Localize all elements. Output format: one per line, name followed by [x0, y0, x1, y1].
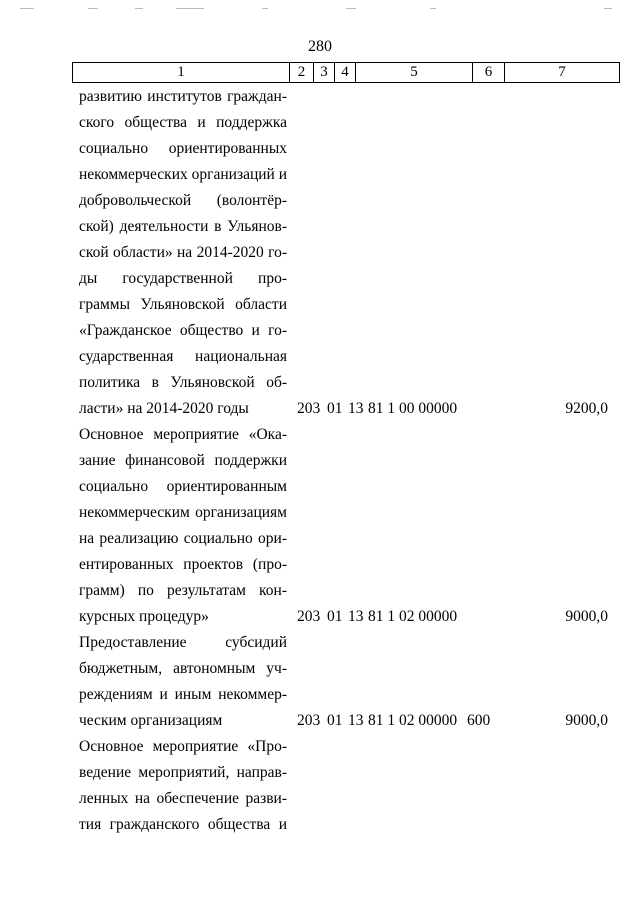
header-col-7: 7 — [505, 63, 620, 83]
description-line: ского общества и поддержка — [79, 114, 287, 131]
description-line: некоммерческим организациям — [79, 504, 287, 521]
description-line: социально ориентированным — [79, 478, 287, 495]
description-line: ентированных проектов (про- — [79, 556, 287, 573]
column-header-table — [72, 62, 620, 83]
description-line: Предоставление субсидий — [79, 634, 287, 651]
header-col-2: 2 — [290, 63, 314, 83]
row-description — [79, 84, 287, 422]
page-number: 280 — [308, 38, 332, 55]
description-line: ведение мероприятий, направ- — [79, 764, 287, 781]
description-line: ленных на обеспечение разви- — [79, 790, 287, 807]
header-col-3: 3 — [314, 63, 335, 83]
row-description — [79, 422, 287, 630]
description-line: политика в Ульяновской об- — [79, 374, 287, 391]
code-subsection: 13 — [348, 608, 364, 625]
code-admin: 203 — [297, 608, 321, 625]
code-section: 01 — [327, 608, 343, 625]
description-line: зание финансовой поддержки — [79, 452, 287, 469]
code-target-article: 81 1 02 00000 — [368, 608, 458, 625]
description-line: сударственная национальная — [79, 348, 287, 365]
description-line: ской области» на 2014-2020 го- — [79, 244, 287, 261]
description-line: Основное мероприятие «Ока- — [79, 426, 287, 443]
code-admin: 203 — [297, 400, 321, 417]
description-line: социально ориентированных — [79, 140, 287, 157]
row-description — [79, 630, 287, 734]
scan-artifacts — [0, 0, 640, 20]
code-expense-type: 600 — [467, 712, 491, 729]
header-col-1: 1 — [73, 63, 290, 83]
description-line: тия гражданского общества и — [79, 816, 287, 833]
description-line: ческим организациям — [79, 712, 223, 729]
header-col-6: 6 — [473, 63, 505, 83]
code-target-article: 81 1 02 00000 — [368, 712, 458, 729]
amount: 9200,0 — [565, 400, 608, 417]
description-line: грамм) по результатам кон- — [79, 582, 287, 599]
code-subsection: 13 — [348, 400, 364, 417]
description-line: ды государственной про- — [79, 270, 287, 287]
amount: 9000,0 — [565, 712, 608, 729]
description-line: ской) деятельности в Ульянов- — [79, 218, 287, 235]
description-line: добровольческой (волонтёр- — [79, 192, 287, 209]
amount: 9000,0 — [565, 608, 608, 625]
description-line: реждениям и иным некоммер- — [79, 686, 287, 703]
description-line: развитию институтов граждан- — [79, 88, 287, 105]
header-col-4: 4 — [335, 63, 356, 83]
description-line: бюджетным, автономным уч- — [79, 660, 287, 677]
description-line: на реализацию социально ори- — [79, 530, 287, 547]
description-line: курсных процедур» — [79, 608, 209, 625]
description-line: граммы Ульяновской области — [79, 296, 287, 313]
code-section: 01 — [327, 400, 343, 417]
code-target-article: 81 1 00 00000 — [368, 400, 458, 417]
code-admin: 203 — [297, 712, 321, 729]
description-line: некоммерческих организаций и — [79, 166, 287, 183]
description-line: ласти» на 2014-2020 годы — [79, 400, 249, 417]
description-line: «Гражданское общество и го- — [79, 322, 287, 339]
row-description — [79, 734, 287, 838]
code-subsection: 13 — [348, 712, 364, 729]
code-section: 01 — [327, 712, 343, 729]
description-line: Основное мероприятие «Про- — [79, 738, 287, 755]
header-col-5: 5 — [356, 63, 473, 83]
